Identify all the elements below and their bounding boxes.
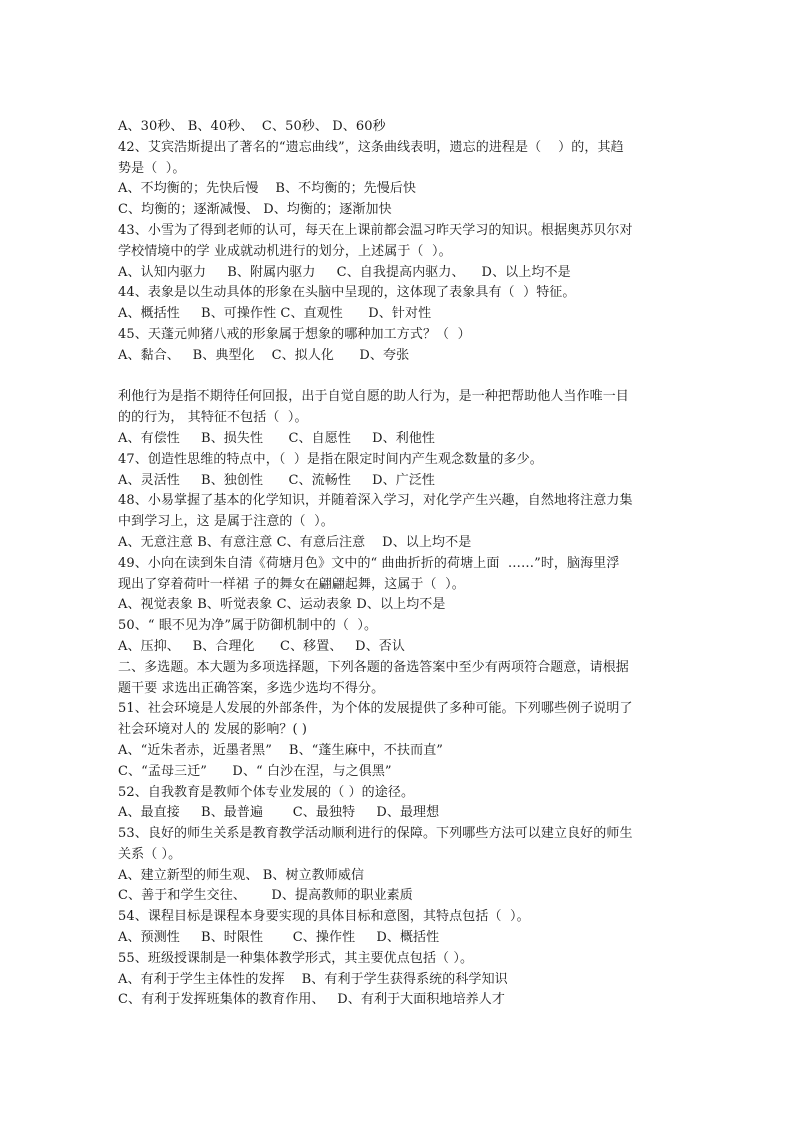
text-line: 42、艾宾浩斯提出了著名的“遗忘曲线”，这条曲线表明，遗忘的进程是（ ）的，其趋: [118, 139, 624, 155]
text-line: 关系（ ）。: [118, 846, 182, 862]
text-line: A、无意注意 B、有意注意 C、有意后注意 D、以上均不是: [118, 534, 472, 550]
text-line: 45、天蓬元帅猪八戒的形象属于想象的哪种加工方式？（ ）: [118, 326, 471, 342]
text-line: A、“近朱者赤，近墨者黑” B、“蓬生麻中，不扶而直”: [118, 742, 444, 758]
text-line: A、有偿性 B、损失性 C、自愿性 D、利他性: [118, 430, 436, 446]
text-line: A、概括性 B、可操作性 C、直观性 D、针对性: [118, 306, 432, 322]
text-line: 51、社会环境是人发展的外部条件，为个体的发展提供了多种可能。下列哪些例子说明了: [118, 701, 633, 717]
text-line: A、灵活性 B、独创性 C、流畅性 D、广泛性: [118, 472, 436, 488]
text-line: 54、课程目标是课程本身要实现的具体目标和意图，其特点包括（ ）。: [118, 909, 530, 925]
text-line: C、“孟母三迁” D、“ 白沙在涅，与之俱黑”: [118, 763, 392, 779]
text-line: 47、创造性思维的特点中，（ ）是指在限定时间内产生观念数量的多少。: [118, 451, 543, 467]
text-line: 社会环境对人的 发展的影响？( ): [118, 722, 308, 738]
document-text: [118, 117, 688, 1011]
text-line: 的的行为， 其特征不包括（ ）。: [118, 410, 308, 426]
text-line: A、认知内驱力 B、附属内驱力 C、自我提高内驱力、 D、以上均不是: [118, 264, 571, 280]
blank-line: [118, 367, 688, 388]
text-line: A、不均衡的；先快后慢 B、不均衡的；先慢后快: [118, 181, 417, 197]
text-line: A、压抑、 B、合理化 C、移置、 D、否认: [118, 638, 405, 654]
text-line: C、均衡的；逐渐减慢、 D、均衡的；逐渐加快: [118, 202, 392, 218]
text-line: 现出了穿着荷叶一样裙 子的舞女在翩翩起舞，这属于（ ）。: [118, 576, 465, 592]
text-line: 势是（ ）。: [118, 160, 186, 176]
text-line: 49、小向在读到朱自清《荷塘月色》文中的“ 曲曲折折的荷塘上面 ……”时，脑海里浮: [118, 555, 620, 571]
text-line: 中到学习上，这 是属于注意的（ ）。: [118, 514, 334, 530]
text-line: C、有利于发挥班集体的教育作用、 D、有利于大面积地培养人才: [118, 992, 505, 1008]
text-line: A、预测性 B、时限性 C、操作性 D、概括性: [118, 930, 440, 946]
text-line: 48、小易掌握了基本的化学知识，并随着深入学习，对化学产生兴趣，自然地将注意力集: [118, 493, 633, 509]
text-line: A、有利于学生主体性的发挥 B、有利于学生获得系统的科学知识: [118, 971, 508, 987]
text-line: 53、良好的师生关系是教育教学活动顺利进行的保障。下列哪些方法可以建立良好的师生: [118, 826, 633, 842]
text-line: 44、表象是以生动具体的形象在头脑中呈现的，这体现了表象具有（ ）特征。: [118, 285, 576, 301]
text-line: A、黏合、 B、典型化 C、拟人化 D、夸张: [118, 347, 410, 363]
text-line: 43、小雪为了得到老师的认可，每天在上课前都会温习昨天学习的知识。根据奥苏贝尔对: [118, 222, 633, 238]
text-line: A、视觉表象 B、听觉表象 C、运动表象 D、以上均不是: [118, 597, 446, 613]
text-line: A、30秒、 B、40秒、 C、50秒、 D、60秒: [118, 119, 386, 134]
text-line: A、建立新型的师生观、 B、树立教师威信: [118, 867, 365, 883]
text-line: A、最直接 B、最普遍 C、最独特 D、最理想: [118, 805, 440, 821]
text-line: 52、自我教育是教师个体专业发展的（ ）的途径。: [118, 784, 415, 800]
text-line: 利他行为是指不期待任何回报，出于自觉自愿的助人行为，是一种把帮助他人当作唯一目: [118, 389, 629, 405]
text-line: 学校情境中的学 业成就动机进行的划分，上述属于（ ）。: [118, 243, 452, 259]
text-line: 55、班级授课制是一种集体教学形式，其主要优点包括（ ）。: [118, 950, 474, 966]
text-line: 二、多选题。本大题为多项选择题，下列各题的备选答案中至少有两项符合题意，请根据: [118, 659, 629, 675]
text-line: C、善于和学生交往、 D、提高教师的职业素质: [118, 888, 413, 904]
text-line: 50、“ 眼不见为净”属于防御机制中的（ ）。: [118, 618, 378, 634]
text-line: 题干要 求选出正确答案，多选少选均不得分。: [118, 680, 385, 696]
